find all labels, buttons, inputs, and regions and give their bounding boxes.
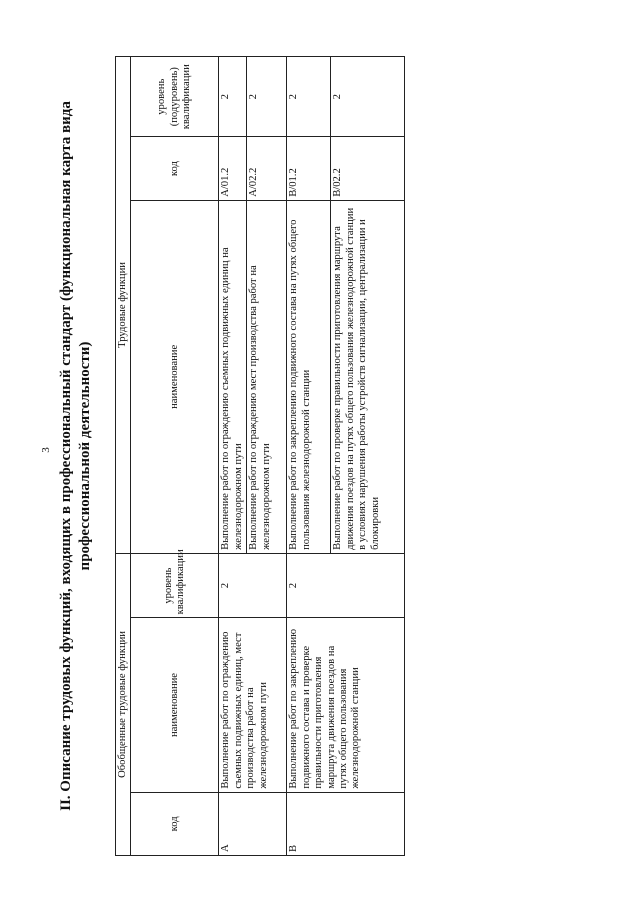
table-row xyxy=(219,57,247,856)
function-code: A/02.2 xyxy=(247,137,287,200)
function-name: Выполнение работ по закреплению подвижного состава на путях общего пользования железнодорожной станции xyxy=(287,200,331,553)
section-heading xyxy=(51,46,113,866)
functional-map-table xyxy=(115,56,405,856)
function-name: Выполнение работ по ограждению мест производства работ на железнодорожном пути xyxy=(247,200,287,553)
function-level: 2 xyxy=(331,57,405,137)
function-name: Выполнение работ по ограждению съемных подвижных единиц на железнодорожном пути xyxy=(219,200,247,553)
group-name: Выполнение работ по ограждению съемных подвижных единиц, мест производства работ на железнодорожном пути xyxy=(219,618,287,792)
group-code: A xyxy=(219,792,287,855)
function-code: B/02.2 xyxy=(331,137,405,200)
function-name: Выполнение работ по проверке правильности приготовления маршрута движения поездов на путях общего пользования железнодорожной станции в условиях нарушения работы устройств сигнализации, централизации и блокировки xyxy=(331,200,405,553)
table-row xyxy=(287,57,331,856)
rotated-page-content xyxy=(51,46,391,866)
heading-line-1: II. Описание трудовых функций, входящих в профессиональный стандарт (функциональная карта вида xyxy=(58,101,74,811)
header-function-code: код xyxy=(131,137,219,200)
header-code: код xyxy=(131,792,219,855)
header-labor-functions: Трудовые функции xyxy=(116,57,131,554)
group-level: 2 xyxy=(219,553,287,618)
header-function-level: уровень (подуровень) квалификации xyxy=(131,57,219,137)
function-code: A/01.2 xyxy=(219,137,247,200)
header-function-name: наименование xyxy=(131,200,219,553)
page-number: 3 xyxy=(40,447,52,453)
function-level: 2 xyxy=(287,57,331,137)
function-level: 2 xyxy=(247,57,287,137)
header-name: наименование xyxy=(131,618,219,792)
function-code: B/01.2 xyxy=(287,137,331,200)
header-qualification-level: уровень квалификации xyxy=(131,553,219,618)
heading-line-2: профессиональной деятельности) xyxy=(77,341,93,571)
group-level: 2 xyxy=(287,553,405,618)
group-name: Выполнение работ по закреплению подвижного состава и проверке правильности приготовления маршрута движения поездов на путях общего пользования железнодорожной станции xyxy=(287,618,405,792)
group-code: B xyxy=(287,792,405,855)
header-generalized-functions: Обобщенные трудовые функции xyxy=(116,553,131,855)
function-level: 2 xyxy=(219,57,247,137)
